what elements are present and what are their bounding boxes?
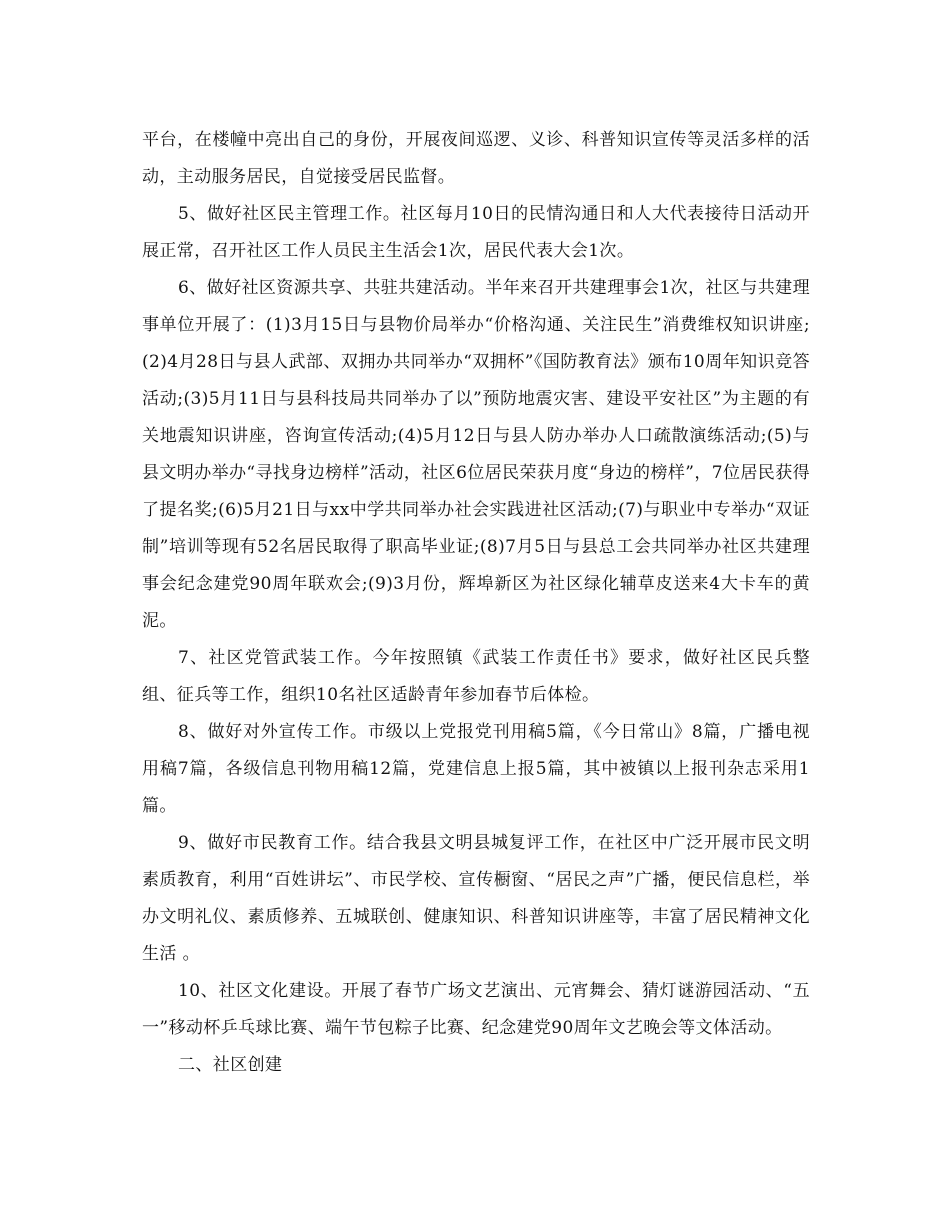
- paragraph-item-10: 10、社区文化建设。开展了春节广场文艺演出、元宵舞会、猜灯谜游园活动、“五一”移动杯乒乓球比赛、端午节包粽子比赛、纪念建党90周年文艺晚会等文体活动。: [142, 981, 810, 1038]
- paragraph-item-6: 6、做好社区资源共享、共驻共建活动。半年来召开共建理事会1次，社区与共建理事单位开展了：(1)3月15日与县物价局举办“价格沟通、关注民生”消费维权知识讲座;(2)4月28日与县人武部、双拥办共同举办“双拥杯”《国防教育法》颁布10周年知识竞答活动;(3)5月11日与县科技局共同举办了以”预防地震灾害、建设平安社区”为主题的有关地震知识讲座，咨询宣传活动;(4)5月12日与县人防办举办人口疏散演练活动;(5)与县文明办举办“寻找身边榜样”活动，社区6位居民荣获月度“身边的榜样”，7位居民获得了提名奖;(6)5月21日与xx中学共同举办社会实践进社区活动;(7)与职业中专举办“双证制”培训等现有52名居民取得了职高毕业证;(8)7月5日与县总工会共同举办社区共建理事会纪念建党90周年联欢会;(9)3月份，辉埠新区为社区绿化辅草皮送来4大卡车的黄泥。: [142, 278, 810, 631]
- paragraph-item-5: 5、做好社区民主管理工作。社区每月10日的民情沟通日和人大代表接待日活动开展正常，召开社区工作人员民主生活会1次，居民代表大会1次。: [142, 204, 810, 261]
- paragraph-continuation: 平台，在楼幢中亮出自己的身份，开展夜间巡逻、义诊、科普知识宣传等灵活多样的活动，主动服务居民，自觉接受居民监督。: [142, 130, 810, 187]
- document-body: [142, 122, 810, 1084]
- paragraph-item-7: 7、社区党管武装工作。今年按照镇《武装工作责任书》要求，做好社区民兵整组、征兵等工作，组织10名社区适龄青年参加春节后体检。: [142, 648, 810, 705]
- section-heading: 二、社区创建: [178, 1055, 283, 1075]
- paragraph-item-8: 8、做好对外宣传工作。市级以上党报党刊用稿5篇，《今日常山》8篇，广播电视用稿7篇，各级信息刊物用稿12篇，党建信息上报5篇，其中被镇以上报刊杂志采用1篇。: [142, 722, 810, 816]
- paragraph-item-9: 9、做好市民教育工作。结合我县文明县城复评工作，在社区中广泛开展市民文明素质教育，利用“百姓讲坛”、市民学校、宣传橱窗、“居民之声”广播，便民信息栏，举办文明礼仪、素质修养、五城联创、健康知识、科普知识讲座等，丰富了居民精神文化生活 。: [142, 833, 810, 964]
